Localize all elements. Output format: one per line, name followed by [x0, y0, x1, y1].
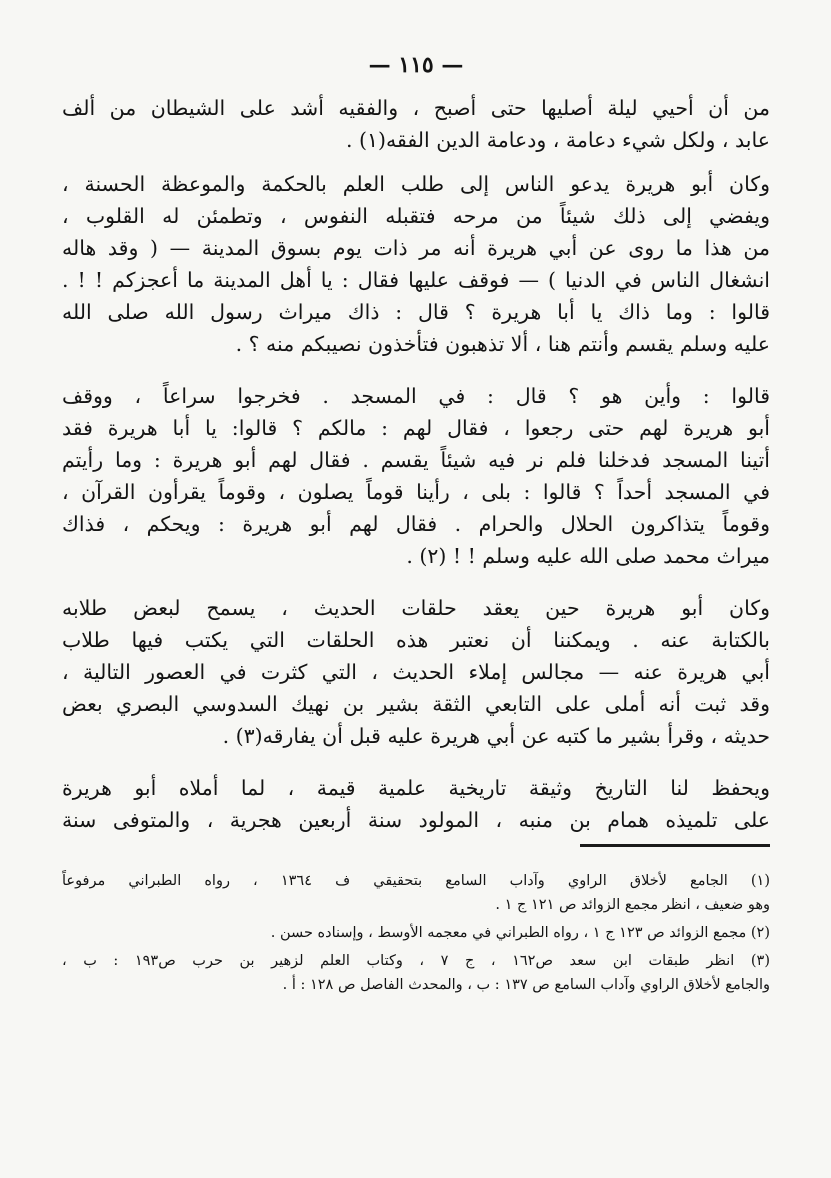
text-line: أبي هريرة عنه — مجالس إملاء الحديث ، التي كثرت في العصور التالية ، — [62, 660, 770, 684]
footnote-1 — [62, 869, 770, 917]
text-line: من هذا ما روى عن أبي هريرة أنه مر ذات يوم بسوق المدينة — ( وقد هاله — [62, 236, 770, 260]
text-line: على تلميذه همام بن منبه ، المولود سنة أربعين هجرية ، والمتوفى سنة — [62, 808, 770, 832]
text-line: حديثه ، وقرأ بشير ما كتبه عن أبي هريرة عليه قبل أن يفارقه(٣) . — [222, 724, 770, 748]
text-line: في المسجد أحداً ؟ قالوا : بلى ، رأينا قوماً يصلون ، وقوماً يقرأون القرآن ، — [62, 480, 770, 504]
page-number: — ١١٥ — — [368, 52, 464, 78]
text-line: ويحفظ لنا التاريخ وثيقة تاريخية علمية قيمة ، لما أملاه أبو هريرة — [62, 776, 770, 800]
footnote-line: (٣) انظر طبقات ابن سعد ص١٦٢ ، ج ٧ ، وكتاب العلم لزهير بن حرب ص١٩٣ : ب ، — [62, 953, 770, 969]
text-line: عليه وسلم يقسم وأنتم هنا ، ألا تذهبون فتأخذون نصيبكم منه ؟ . — [235, 332, 770, 356]
footnote-line: (٢) مجمع الزوائد ص ١٢٣ ج ١ ، رواه الطبراني في معجمه الأوسط ، وإسناده حسن . — [270, 925, 770, 941]
footnote-2 — [62, 921, 770, 945]
footnote-3 — [62, 949, 770, 997]
text-line: من أن أحيي ليلة أصليها حتى أصبح ، والفقيه أشد على الشيطان من ألف — [62, 96, 770, 120]
text-line: وقوماً يتذاكرون الحلال والحرام . فقال لهم أبو هريرة : ويحكم ، فذاك — [62, 512, 770, 536]
footnote-line: (١) الجامع لأخلاق الراوي وآداب السامع بتحقيقي ف ١٣٦٤ ، رواه الطبراني مرفوعاً — [62, 873, 770, 889]
text-line: انشغال الناس في الدنيا ) — فوقف عليها فقال : يا أهل المدينة ما أعجزكم ! ! . — [62, 268, 770, 292]
paragraph-3 — [62, 380, 770, 572]
text-line: وقد ثبت أنه أملى على التابعي الثقة بشير بن نهيك السدوسي البصري بعض — [62, 692, 770, 716]
text-line: أبو هريرة لهم حتى رجعوا ، فقال لهم : مالكم ؟ قالوا: يا أبا هريرة فقد — [62, 416, 770, 440]
paragraph-2 — [62, 168, 770, 360]
text-line: أتينا المسجد فدخلنا فلم نر فيه شيئاً يقسم . فقال لهم أبو هريرة : وما رأيتم — [62, 448, 770, 472]
text-line: وكان أبو هريرة حين يعقد حلقات الحديث ، يسمح لبعض طلابه — [62, 596, 770, 620]
text-line: ميراث محمد صلى الله عليه وسلم ! ! (٢) . — [406, 544, 770, 568]
paragraph-1 — [62, 92, 770, 156]
text-line: وكان أبو هريرة يدعو الناس إلى طلب العلم بالحكمة والموعظة الحسنة ، — [62, 172, 770, 196]
paragraph-4 — [62, 592, 770, 752]
text-line: قالوا : وما ذاك يا أبا هريرة ؟ قال : ذاك ميراث رسول الله صلى الله — [62, 300, 770, 324]
footnote-line: وهو ضعيف ، انظر مجمع الزوائد ص ١٢١ ج ١ . — [495, 897, 770, 913]
book-page — [62, 52, 770, 1152]
text-line: عابد ، ولكل شيء دعامة ، ودعامة الدين الفقه(١) . — [346, 128, 770, 152]
text-line: ويفضي إلى ذلك شيئاً من مرحه فتقبله النفوس ، وتطمئن له القلوب ، — [62, 204, 770, 228]
footnote-divider — [580, 844, 770, 847]
paragraph-5 — [62, 772, 770, 836]
footnote-line: والجامع لأخلاق الراوي وآداب السامع ص ١٣٧ : ب ، والمحدث الفاصل ص ١٢٨ : أ . — [282, 977, 770, 993]
text-line: قالوا : وأين هو ؟ قال : في المسجد . فخرجوا سراعاً ، ووقف — [62, 384, 770, 408]
text-line: بالكتابة عنه . ويمكننا أن نعتبر هذه الحلقات التي يكتب فيها طلاب — [62, 628, 770, 652]
